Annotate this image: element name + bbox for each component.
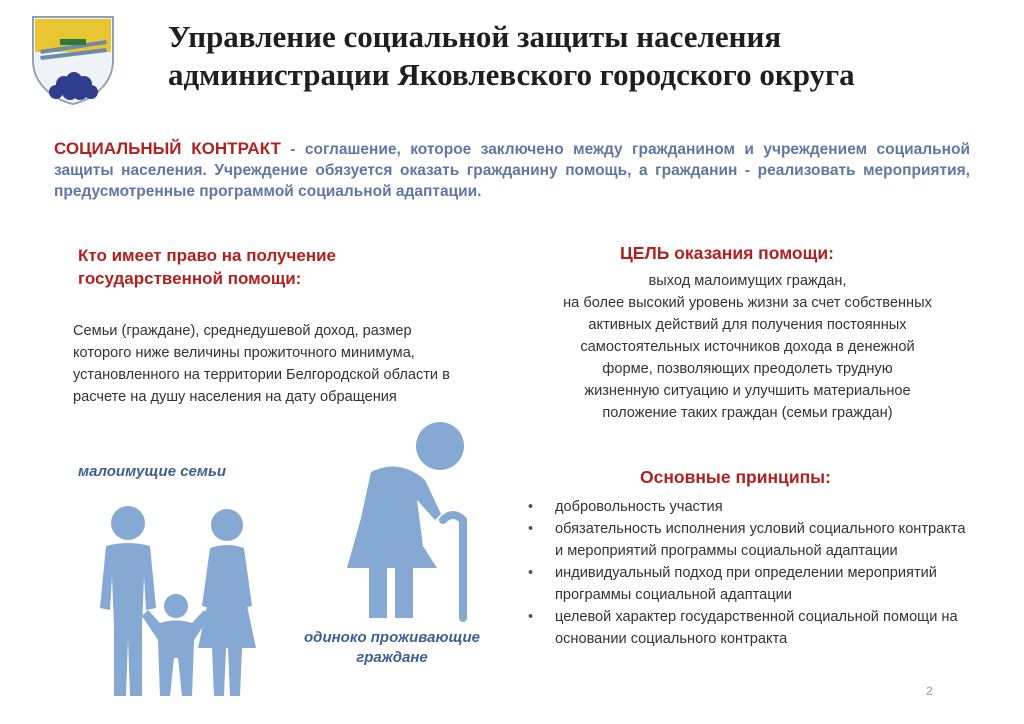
list-item: • обязательность исполнения условий социального контракта и мероприятий программы социальной адаптации	[528, 518, 968, 562]
goal-heading: ЦЕЛЬ оказания помощи:	[620, 243, 834, 263]
principles-list	[528, 496, 968, 650]
eligibility-text: Семьи (граждане), среднедушевой доход, размер которого ниже величины прожиточного минимума, установленного на территории Белгородской области в расчете на душу населения на дату обращения	[73, 323, 450, 405]
eligibility-heading	[78, 244, 438, 290]
family-pictogram-icon	[86, 498, 266, 704]
principles-heading: Основные принципы:	[640, 467, 831, 487]
goal-line: жизненную ситуацию и улучшить материальное	[584, 383, 911, 399]
single-residents-caption-line-2: граждане	[356, 649, 428, 666]
page-title	[168, 18, 968, 94]
poor-families-caption: малоимущие семьи	[78, 463, 227, 480]
page-number: 2	[926, 684, 933, 698]
coat-of-arms-icon	[30, 14, 116, 106]
eligibility-heading-line-1: Кто имеет право на получение	[78, 246, 336, 265]
intro-text: - соглашение, которое заключено между гражданином и учреждением социальной защиты населения. Учреждение обязуется оказать гражданину помощь, а гражданин - реализовать мероприятия, предусмотренные программой социальной адаптации.	[54, 141, 970, 200]
title-line-2: администрации Яковлевского городского округа	[168, 57, 855, 92]
list-item: • добровольность участия	[528, 496, 968, 518]
goal-line: активных действий для получения постоянных	[588, 317, 907, 333]
goal-line: на более высокий уровень жизни за счет собственных	[563, 295, 932, 311]
list-item: • индивидуальный подход при определении мероприятий программы социальной адаптации	[528, 562, 968, 606]
intro-term: СОЦИАЛЬНЫЙ КОНТРАКТ	[54, 139, 281, 158]
goal-line: самостоятельных источников дохода в денежной	[580, 339, 915, 355]
title-line-1: Управление социальной защиты населения	[168, 19, 782, 54]
single-residents-caption-line-1: одиноко проживающие	[304, 629, 480, 646]
elderly-person-with-cane-icon	[325, 418, 485, 624]
goal-line: положение таких граждан (семьи граждан)	[602, 405, 893, 421]
goal-line: выход малоимущих граждан,	[648, 273, 847, 289]
eligibility-heading-line-2: государственной помощи:	[78, 269, 302, 288]
single-residents-caption	[282, 628, 502, 668]
goal-line: форме, позволяющих преодолеть трудную	[602, 361, 893, 377]
list-item: • целевой характер государственной социальной помощи на основании социального контракта	[528, 606, 968, 650]
intro-definition	[54, 138, 970, 202]
goal-text	[520, 270, 975, 424]
